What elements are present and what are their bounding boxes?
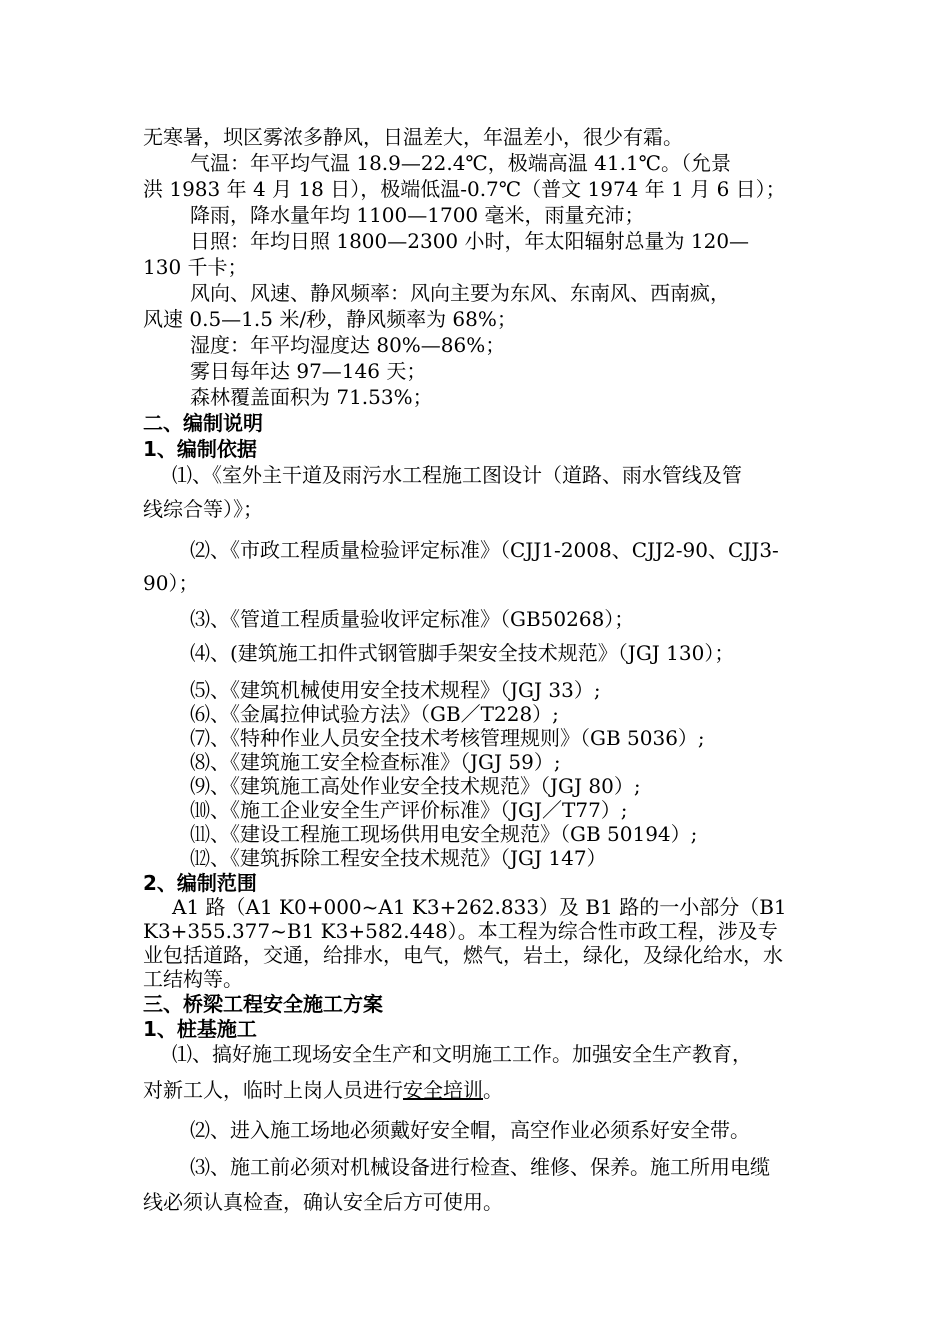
reference-item: ⑷、(建筑施工扣件式钢管脚手架安全技术规范》（JGJ 130）； [190, 641, 735, 665]
humidity-line: 湿度：年平均湿度达 80%—86%； [190, 333, 506, 357]
scope-paragraph-cont: 工结构等。 [143, 967, 243, 991]
sunshine-line-cont: 130 千卡； [143, 255, 248, 279]
temperature-line-cont: 洪 1983 年 4 月 18 日），极端低温-0.7℃（普文 1974 年 1 月 6 日）； [143, 177, 786, 201]
reference-item: ⑺、《特种作业人员安全技术考核管理规则》（GB 5036）; [190, 726, 705, 750]
reference-item: ⑸、《建筑机械使用安全技术规程》（JGJ 33）; [190, 678, 601, 702]
reference-item: ⑴、《室外主干道及雨污水工程施工图设计（道路、雨水管线及管 [172, 463, 742, 487]
reference-item: ⑻、《建筑施工安全检查标准》（JGJ 59）; [190, 750, 561, 774]
reference-item: ⑽、《施工企业安全生产评价标准》（JGJ／T77）; [190, 798, 628, 822]
subsection-heading: 2、编制范围 [143, 871, 257, 895]
reference-item: ⑼、《建筑施工高处作业安全技术规范》（JGJ 80）; [190, 774, 641, 798]
section-heading: 二、编制说明 [143, 411, 263, 435]
reference-item: ⑶、《管道工程质量验收评定标准》（GB50268）； [190, 607, 635, 631]
wind-line-cont: 风速 0.5—1.5 米/秒，静风频率为 68%； [143, 307, 517, 331]
reference-item: ⑾、《建设工程施工现场供用电安全规范》（GB 50194）; [190, 822, 698, 846]
pile-item: ⑴、搞好施工现场安全生产和文明施工工作。加强安全生产教育， [172, 1042, 752, 1066]
text-run: 对新工人，临时上岗人员进行 [143, 1078, 403, 1102]
subsection-heading: 1、桩基施工 [143, 1017, 257, 1041]
sunshine-line: 日照：年均日照 1800—2300 小时，年太阳辐射总量为 120— [190, 229, 750, 253]
climate-line: 无寒暑，坝区雾浓多静风，日温差大，年温差小，很少有霜。 [143, 125, 683, 149]
reference-item: ⑹、《金属拉伸试验方法》（GB／T228）; [190, 702, 559, 726]
scope-paragraph-cont: 业包括道路，交通，给排水，电气，燃气，岩土，绿化，及绿化给水，水 [143, 943, 783, 967]
text-run: 。 [483, 1078, 503, 1102]
pile-item: ⑶、施工前必须对机械设备进行检查、维修、保养。施工所用电缆 [190, 1155, 770, 1179]
pile-item-cont: 线必须认真检查，确认安全后方可使用。 [143, 1190, 503, 1214]
subsection-heading: 1、编制依据 [143, 437, 257, 461]
reference-item-cont: 线综合等）》； [143, 497, 263, 521]
rainfall-line: 降雨，降水量年均 1100—1700 毫米，雨量充沛； [190, 203, 645, 227]
temperature-line: 气温：年平均气温 18.9—22.4℃，极端高温 41.1℃。（允景 [190, 151, 732, 175]
wind-line: 风向、风速、静风频率：风向主要为东风、东南风、西南疯， [190, 281, 730, 305]
scope-paragraph-cont: K3+355.377~B1 K3+582.448）。本工程为综合性市政工程，涉及专 [143, 919, 778, 943]
underlined-term: 安全培训 [403, 1078, 483, 1102]
pile-item: ⑵、进入施工场地必须戴好安全帽，高空作业必须系好安全带。 [190, 1118, 750, 1142]
reference-item-cont: 90）； [143, 571, 199, 595]
pile-item-cont [143, 1077, 503, 1103]
reference-item: ⑿、《建筑拆除工程安全技术规范》（JGJ 147） [190, 846, 607, 870]
reference-item: ⑵、《市政工程质量检验评定标准》（CJJ1-2008、CJJ2-90、CJJ3- [190, 538, 779, 562]
fog-line: 雾日每年达 97—146 天； [190, 359, 427, 383]
scope-paragraph: A1 路（A1 K0+000~A1 K3+262.833）及 B1 路的一小部分（B1 [172, 895, 787, 919]
forest-line: 森林覆盖面积为 71.53%； [190, 385, 433, 409]
section-heading: 三、桥梁工程安全施工方案 [143, 992, 383, 1016]
